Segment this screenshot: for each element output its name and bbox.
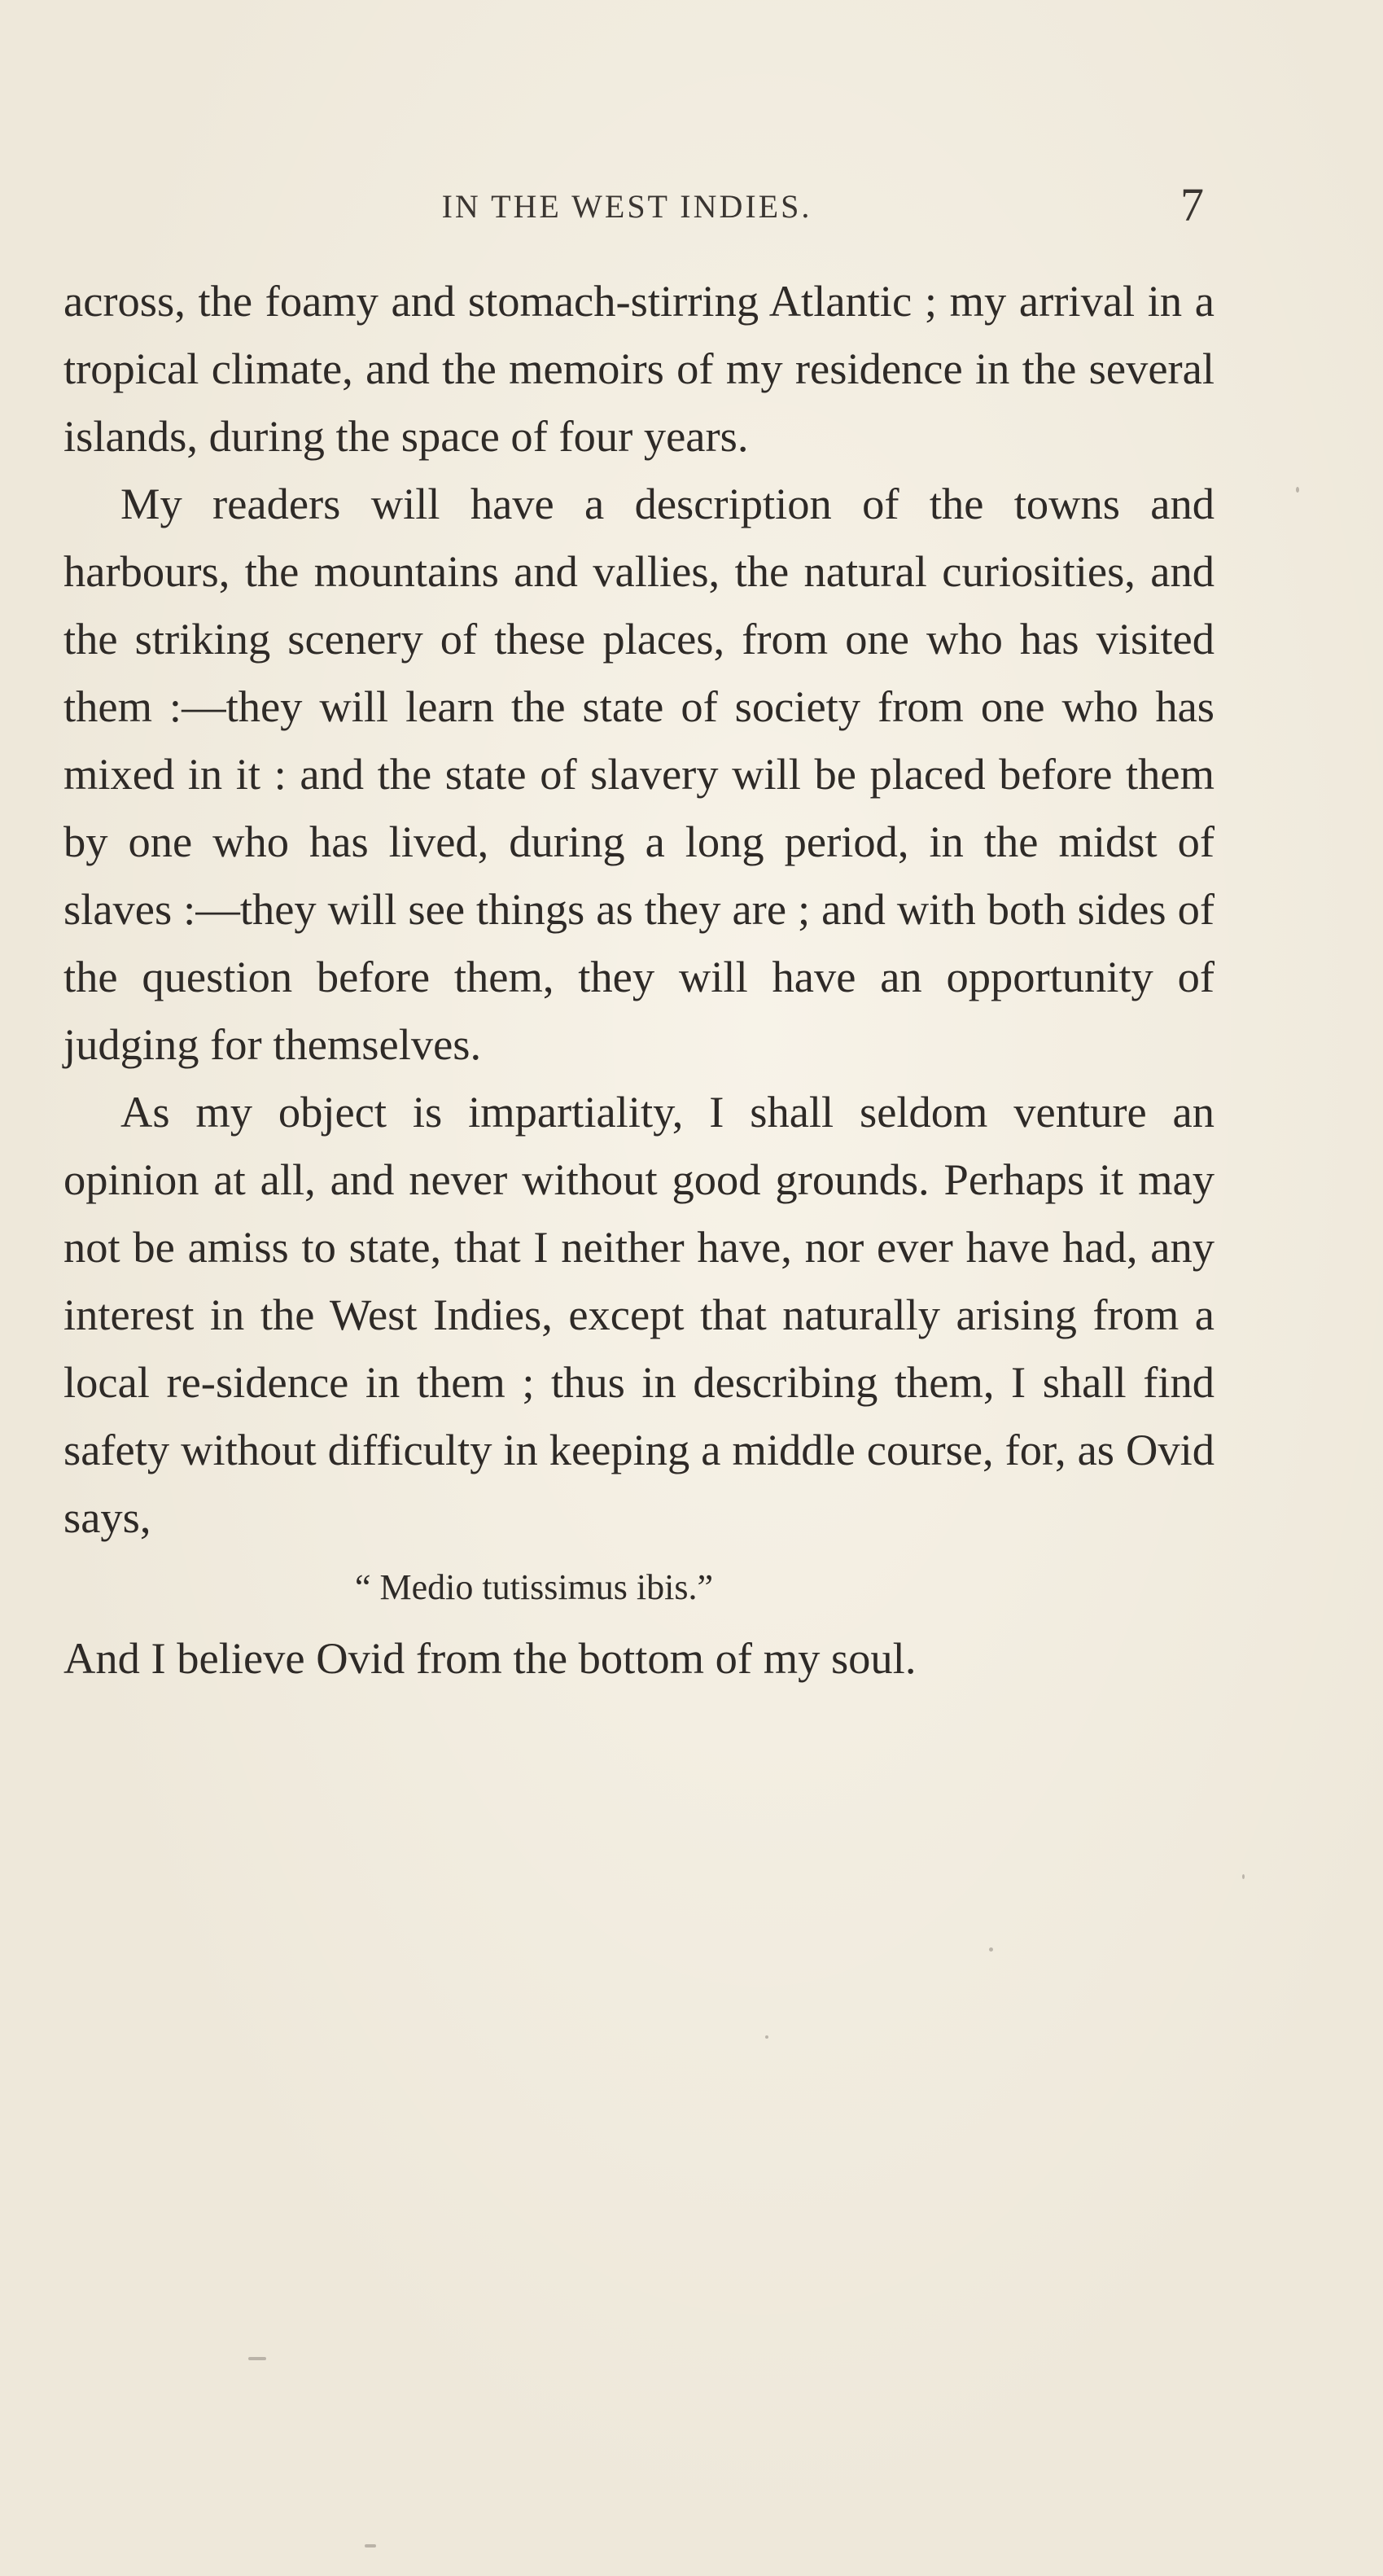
paragraph-continued: across, the foamy and stomach-stirring Atlantic ; my arrival in a tropical climate, and the memoirs of my residence in the several islands, during the space of four years.: [63, 276, 1215, 461]
running-head: [0, 178, 1383, 238]
page-number: 7: [1180, 178, 1204, 231]
paper-speck: [248, 2357, 266, 2360]
paper-speck: [989, 1947, 993, 1952]
paragraph-impartiality: As my object is impartiality, I shall seldom venture an opinion at all, and never without good grounds. Perhaps it may not be amiss to state, that I neither have, nor ever have had, any interest in the West Indies, except that naturally arising from a local re-sidence in them ; thus in describing them, I shall find safety without difficulty in keeping a middle course, for, as Ovid says,: [63, 1087, 1215, 1542]
paper-speck: [365, 2544, 376, 2548]
paper-speck: [1296, 487, 1299, 493]
closing-line: And I believe Ovid from the bottom of my soul.: [63, 1633, 917, 1683]
paragraph-readers-description: My readers will have a description of the towns and harbours, the mountains and vallies, the natural curiosities, and the striking scenery of these places, from one who has visited them :—they will learn the state of society from one who has mixed in it : and the state of slavery will be placed before them by one who has lived, during a long period, in the midst of slaves :—they will see things as they are ; and with both sides of the question before them, they will have an opportunity of judging for themselves.: [63, 479, 1215, 1069]
latin-quotation: “ Medio tutissimus ibis.”: [355, 1567, 713, 1607]
paper-speck: [1242, 1874, 1245, 1879]
paper-speck: [765, 2035, 768, 2039]
running-title: IN THE WEST INDIES.: [441, 188, 812, 225]
body-text: [63, 267, 1215, 1692]
